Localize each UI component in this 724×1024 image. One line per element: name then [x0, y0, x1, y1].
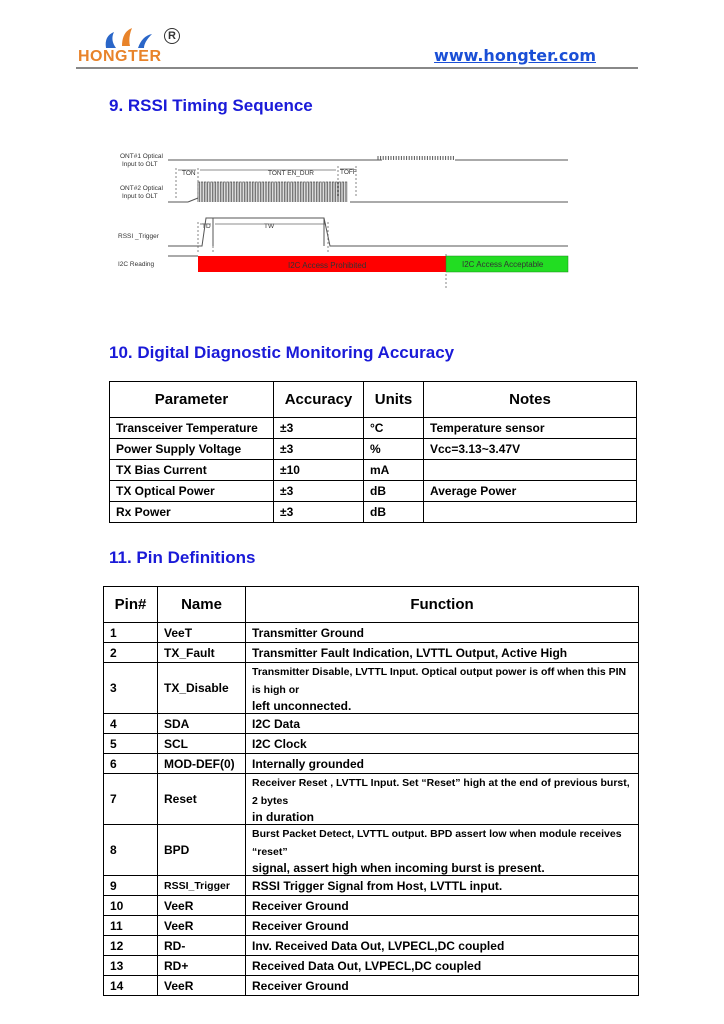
ddm-cell: ±3 — [274, 439, 364, 460]
pin-header-row — [104, 587, 639, 623]
pin-name: RSSI_Trigger — [158, 876, 246, 896]
table-row — [104, 916, 639, 936]
table-row — [104, 976, 639, 996]
mark-tw: TW — [264, 223, 275, 230]
pin-function: Inv. Received Data Out, LVPECL,DC coupled — [246, 936, 639, 956]
ddm-accuracy-table — [109, 381, 637, 523]
table-row — [110, 481, 637, 502]
table-row — [104, 876, 639, 896]
label-rssi-trigger: RSSI _Trigger — [118, 233, 159, 240]
pin-number: 11 — [104, 916, 158, 936]
label-ont2: ONT#2 Optical — [120, 185, 163, 192]
pin-function-line: signal, assert high when incoming burst is present. — [252, 861, 545, 875]
ddm-cell: ±3 — [274, 481, 364, 502]
ddm-cell: mA — [364, 460, 424, 481]
pin-function-line: Burst Packet Detect, LVTTL output. BPD assert low when module receives “reset” — [252, 828, 622, 858]
pin-name: TX_Fault — [158, 643, 246, 663]
table-row — [104, 714, 639, 734]
pin-function: Internally grounded — [246, 754, 639, 774]
pin-name: Reset — [158, 774, 246, 825]
pin-function — [246, 825, 639, 876]
pin-number: 2 — [104, 643, 158, 663]
pin-name: SCL — [158, 734, 246, 754]
pin-function-line: left unconnected. — [252, 699, 352, 713]
ddm-cell: ±3 — [274, 418, 364, 439]
pin-name: RD- — [158, 936, 246, 956]
pin-number: 12 — [104, 936, 158, 956]
ddm-cell: Vcc=3.13~3.47V — [424, 439, 637, 460]
ddm-cell: Temperature sensor — [424, 418, 637, 439]
ddm-header-accuracy: Accuracy — [274, 382, 364, 418]
ddm-header-notes: Notes — [424, 382, 637, 418]
header-divider — [76, 67, 638, 69]
ddm-cell: ±3 — [274, 502, 364, 523]
ddm-cell — [424, 460, 637, 481]
pin-name: SDA — [158, 714, 246, 734]
pin-number: 13 — [104, 956, 158, 976]
pin-number: 8 — [104, 825, 158, 876]
pin-definitions-table — [103, 586, 639, 996]
table-row — [110, 418, 637, 439]
pin-header-name: Name — [158, 587, 246, 623]
pin-function: Receiver Ground — [246, 976, 639, 996]
ddm-cell: Average Power — [424, 481, 637, 502]
logo-text: HONGTER — [78, 48, 162, 65]
mark-ton: TON — [182, 170, 196, 177]
pin-function: RSSI Trigger Signal from Host, LVTTL input. — [246, 876, 639, 896]
table-row — [110, 502, 637, 523]
ddm-header-parameter: Parameter — [110, 382, 274, 418]
pin-number: 4 — [104, 714, 158, 734]
pin-function-line: in duration — [252, 810, 314, 824]
pin-function — [246, 774, 639, 825]
rssi-timing-diagram — [110, 142, 580, 290]
ddm-cell — [424, 502, 637, 523]
company-logo — [78, 26, 188, 70]
website-link[interactable]: www.hongter.com — [434, 46, 596, 65]
pin-function: Transmitter Fault Indication, LVTTL Output, Active High — [246, 643, 639, 663]
table-row — [104, 643, 639, 663]
pin-function: Receiver Ground — [246, 916, 639, 936]
pin-name: BPD — [158, 825, 246, 876]
ddm-cell: Rx Power — [110, 502, 274, 523]
pin-function: Receiver Ground — [246, 896, 639, 916]
table-row — [104, 754, 639, 774]
section-title-rssi-timing: 9. RSSI Timing Sequence — [109, 96, 313, 115]
pin-number: 1 — [104, 623, 158, 643]
table-row — [104, 936, 639, 956]
section-title-ddm-accuracy: 10. Digital Diagnostic Monitoring Accuracy — [109, 343, 455, 362]
pin-number: 10 — [104, 896, 158, 916]
ddm-header-row — [110, 382, 637, 418]
pin-name: MOD-DEF(0) — [158, 754, 246, 774]
pin-function: I2C Data — [246, 714, 639, 734]
ddm-cell: °C — [364, 418, 424, 439]
pin-function: I2C Clock — [246, 734, 639, 754]
ddm-cell: Transceiver Temperature — [110, 418, 274, 439]
pin-number: 9 — [104, 876, 158, 896]
table-row — [110, 439, 637, 460]
i2c-prohibited-label: I2C Access Prohibited — [288, 261, 367, 270]
ddm-cell: ±10 — [274, 460, 364, 481]
label-ont1-b: Input to OLT — [122, 161, 158, 168]
ddm-cell: dB — [364, 481, 424, 502]
pin-function — [246, 663, 639, 714]
pin-number: 3 — [104, 663, 158, 714]
ddm-cell: dB — [364, 502, 424, 523]
table-row — [104, 623, 639, 643]
pin-name: TX_Disable — [158, 663, 246, 714]
ddm-cell: % — [364, 439, 424, 460]
pin-header-number: Pin# — [104, 587, 158, 623]
pin-number: 5 — [104, 734, 158, 754]
ddm-cell: TX Bias Current — [110, 460, 274, 481]
ddm-cell: TX Optical Power — [110, 481, 274, 502]
registered-mark: R — [164, 28, 180, 44]
table-row — [104, 734, 639, 754]
pin-name: VeeR — [158, 896, 246, 916]
pin-header-function: Function — [246, 587, 639, 623]
pin-number: 7 — [104, 774, 158, 825]
mark-td: TD — [202, 223, 211, 230]
mark-toff: TOFF — [340, 169, 357, 176]
i2c-acceptable-label: I2C Access Acceptable — [462, 260, 544, 269]
table-row — [110, 460, 637, 481]
table-row — [104, 774, 639, 825]
pin-name: VeeR — [158, 976, 246, 996]
pin-function: Transmitter Ground — [246, 623, 639, 643]
ddm-header-units: Units — [364, 382, 424, 418]
table-row — [104, 896, 639, 916]
pin-number: 6 — [104, 754, 158, 774]
table-row — [104, 825, 639, 876]
section-title-pin-definitions: 11. Pin Definitions — [109, 548, 256, 567]
table-row — [104, 663, 639, 714]
ddm-cell: Power Supply Voltage — [110, 439, 274, 460]
pin-function-line: Receiver Reset , LVTTL Input. Set “Reset” high at the end of previous burst, 2 bytes — [252, 777, 630, 807]
label-ont2-b: Input to OLT — [122, 193, 158, 200]
label-ont1: ONT#1 Optical — [120, 153, 163, 160]
pin-function-line: Transmitter Disable, LVTTL Input. Optical output power is off when this PIN is high or — [252, 666, 627, 696]
pin-name: RD+ — [158, 956, 246, 976]
pin-name: VeeT — [158, 623, 246, 643]
table-row — [104, 956, 639, 976]
label-i2c-reading: I2C Reading — [118, 261, 155, 268]
pin-function: Received Data Out, LVPECL,DC coupled — [246, 956, 639, 976]
mark-tonten: TONT EN_DUR — [268, 170, 314, 177]
pin-number: 14 — [104, 976, 158, 996]
pin-name: VeeR — [158, 916, 246, 936]
